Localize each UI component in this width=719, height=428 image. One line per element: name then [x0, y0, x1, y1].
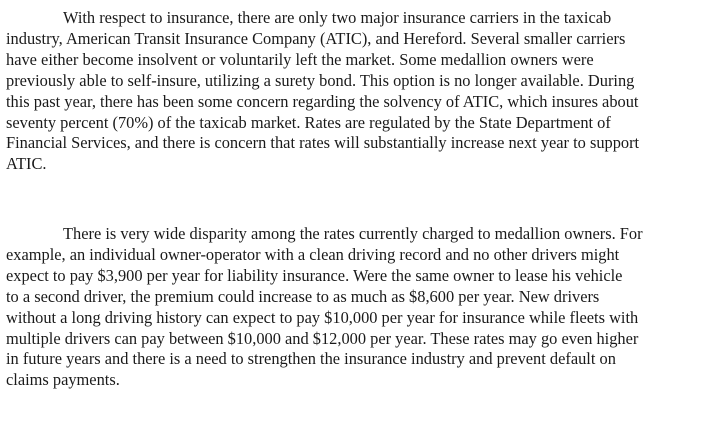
paragraph-line: seventy percent (70%) of the taxicab market. Rates are regulated by the State Department of — [6, 112, 611, 132]
paragraph-line: There is very wide disparity among the rates currently charged to medallion owners. For — [63, 224, 643, 243]
paragraph-line: without a long driving history can expect to pay $10,000 per year for insurance while fleets with — [6, 307, 639, 327]
paragraph-line: example, an individual owner-operator with a clean driving record and no other drivers might — [6, 244, 620, 264]
paragraph-line: have either become insolvent or voluntarily left the market. Some medallion owners were — [6, 49, 594, 69]
paragraph-line: industry, American Transit Insurance Company (ATIC), and Hereford. Several smaller carriers — [6, 28, 626, 48]
paragraph-line: in future years and there is a need to strengthen the insurance industry and prevent default on — [6, 349, 616, 369]
paragraph-line: this past year, there has been some concern regarding the solvency of ATIC, which insures about — [6, 91, 639, 111]
paragraph-rate-disparity — [6, 224, 714, 391]
paragraph-line: ATIC. — [6, 154, 47, 174]
paragraph-line: expect to pay $3,900 per year for liability insurance. Were the same owner to lease his vehicle — [6, 265, 623, 285]
paragraph-line: Financial Services, and there is concern that rates will substantially increase next year to support — [6, 133, 640, 153]
paragraph-line: multiple drivers can pay between $10,000 and $12,000 per year. These rates may go even higher — [6, 328, 639, 348]
paragraph-line: claims payments. — [6, 370, 120, 390]
paragraph-insurance-carriers — [6, 8, 714, 175]
paragraph-line: With respect to insurance, there are only two major insurance carriers in the taxicab — [63, 8, 612, 27]
paragraph-line: to a second driver, the premium could increase to as much as $8,600 per year. New drivers — [6, 286, 600, 306]
paragraph-line: previously able to self-insure, utilizing a surety bond. This option is no longer available. During — [6, 70, 635, 90]
